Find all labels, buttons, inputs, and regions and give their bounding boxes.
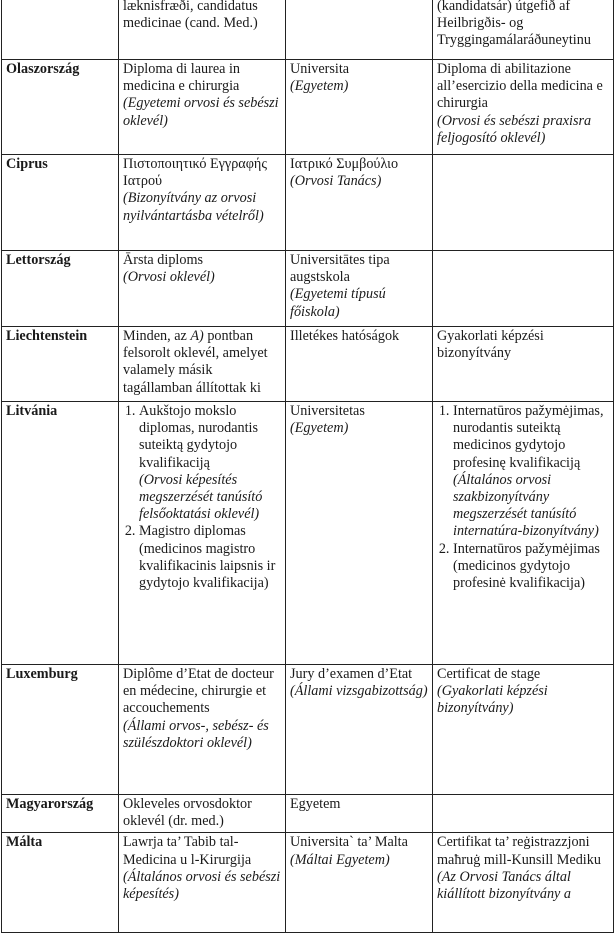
awarding-body-cell [286,402,433,665]
table-row [2,155,614,251]
diploma-cell [119,155,286,251]
certificate-translation: (Általános orvosi szakbizonyítvány megszerzését tanúsító internatúra-bizonyítvány) [453,471,599,540]
list-item [453,541,609,593]
table-row [2,327,614,402]
diploma-title: Lawrja ta’ Tabib tal-Medicina u l-Kirurgija [123,834,252,868]
country-cell [2,60,119,155]
awarding-body: Universita [290,61,350,77]
country-cell [2,0,119,60]
diploma-list [123,403,281,592]
diploma-title: læknisfræði, candidatus medicinae (cand. Med.) [123,0,258,32]
certificate-cell [433,795,614,833]
country-cell [2,327,119,402]
awarding-body: Universita` ta’ Malta [290,834,408,851]
country-name: Ciprus [6,156,48,172]
diploma-cell [119,0,286,60]
awarding-body: Universitātes tipa augstskola [290,252,390,286]
awarding-body-translation: (Egyetem) [290,420,349,437]
list-item [453,403,609,541]
diploma-translation: (Általános orvosi és sebészi képesítés) [123,868,281,903]
awarding-body-cell [286,795,433,833]
certificate-cell [433,402,614,665]
diploma-translation: (Orvosi képesítés megszerzését tanúsító felsőoktatási oklevél) [139,471,263,523]
diploma-cell [119,665,286,795]
diploma-cell [119,833,286,933]
country-cell [2,795,119,833]
certificate-title: 1. Internatūros pažymėjimas, nurodantis suteiktą medicinos gydytojo profesinę kvalifikaciją [453,403,604,471]
certificate-cell [433,665,614,795]
list-item [139,523,281,592]
country-name: Olaszország [6,61,80,77]
diploma-text-prefix: Minden, az [123,328,191,344]
awarding-body-translation: (Egyetemi típusú főiskola) [290,286,386,320]
certificate-cell [433,155,614,251]
certificate-cell [433,251,614,327]
diploma-cell [119,795,286,833]
certificate-title: Certifikat ta’ reġistrazzjoni maħruġ mill-Kunsill Mediku [437,834,601,868]
qualifications-table [1,0,614,933]
awarding-body-cell [286,833,433,933]
diploma-text-suffix: pontban felsorolt oklevél, amelyet valamely másik tagállamban állítottak ki [123,328,268,396]
country-name: Liechtenstein [6,328,88,344]
table-row [2,0,614,60]
awarding-body: Illetékes hatóságok [290,328,400,344]
table-row [2,60,614,155]
awarding-body-cell [286,0,433,60]
country-cell [2,251,119,327]
awarding-body-cell [286,665,433,795]
awarding-body: Universitetas [290,403,365,419]
certificate-translation: (Gyakorlati képzési bizonyítvány) [437,683,548,717]
certificate-list [437,403,609,592]
certificate-title: Certificat de stage [437,666,541,682]
country-name: Luxemburg [6,666,78,682]
awarding-body: Ιατρικό Συμβούλιο [290,156,399,172]
country-name: Magyarország [6,796,94,812]
country-cell [2,155,119,251]
certificate-translation: (Az Orvosi Tanács által kiállított bizonyítvány a [437,868,571,903]
table-row [2,402,614,665]
diploma-cell [119,251,286,327]
diploma-cell [119,402,286,665]
table-row [2,833,614,933]
awarding-body-translation: (Orvosi Tanács) [290,173,382,190]
diploma-translation: (Egyetemi orvosi és sebészi oklevél) [123,95,279,129]
certificate-title: 2. Internatūros pažymėjimas (medicinos gydytojo profesinė kvalifikacija) [453,540,600,592]
certificate-cell [433,60,614,155]
certificate-translation: (Orvosi és sebészi praxisra feljogosító oklevél) [437,112,592,146]
table-row [2,795,614,833]
diploma-cell [119,60,286,155]
awarding-body: Egyetem [290,796,341,812]
country-cell [2,665,119,795]
diploma-title: Ārsta diploms [123,252,203,268]
country-cell [2,833,119,933]
certificate-title: (kandidatsár) útgefið af Heilbrigðis- og Tryggingamálaráðuneytinu [437,0,591,49]
table-row [2,251,614,327]
diploma-cell [119,327,286,402]
awarding-body-cell [286,60,433,155]
country-name: Málta [6,834,43,851]
list-item [139,403,281,523]
diploma-translation: (Állami orvos-, sebész- és szülészdoktori oklevél) [123,717,269,751]
diploma-translation: (Bizonyítvány az orvosi nyilvántartásba vételről) [123,190,264,224]
awarding-body: Jury d’examen d’Etat [290,666,413,682]
diploma-title: 1. Aukštojo mokslo diplomas, nurodantis suteiktą gydytojo kvalifikaciją [139,403,259,471]
diploma-title: Diploma di laurea in medicina e chirurgia [123,61,241,95]
awarding-body-cell [286,327,433,402]
diploma-translation: (Orvosi oklevél) [123,269,215,286]
country-cell [2,402,119,665]
diploma-title: Πιστοποιητικό Εγγραφής Ιατρού [123,156,267,190]
awarding-body-translation: (Egyetem) [290,78,349,95]
awarding-body-cell [286,251,433,327]
diploma-title: Diplôme d’Etat de docteur en médecine, chirurgie et accouchements [123,666,274,717]
certificate-cell [433,833,614,933]
diploma-section-reference: A) [190,328,204,344]
certificate-title: Gyakorlati képzési bizonyítvány [437,328,544,362]
country-name: Litvánia [6,403,58,419]
certificate-title: Diploma di abilitazione all’esercizio della medicina e chirurgia [437,61,603,112]
awarding-body-translation: (Állami vizsgabizottság) [290,683,428,700]
certificate-cell [433,0,614,60]
awarding-body-translation: (Máltai Egyetem) [290,851,390,868]
diploma-title: Okleveles orvosdoktor oklevél (dr. med.) [123,796,252,830]
country-name: Lettország [6,252,71,268]
diploma-title: 2. Magistro diplomas (medicinos magistro kvalifikacinis laipsnis ir gydytojo kvalifikacija) [139,523,276,592]
certificate-cell [433,327,614,402]
table-row [2,665,614,795]
awarding-body-cell [286,155,433,251]
